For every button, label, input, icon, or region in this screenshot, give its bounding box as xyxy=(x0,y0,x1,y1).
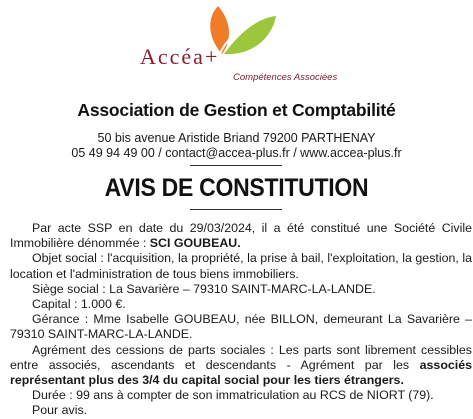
notice-body xyxy=(10,221,472,419)
paragraph-agrement: Agrément des cessions de parts sociales : Les parts sont librement cessibles entre associés, ascendants et descendants - Agrément par les associés représentant plus des 3/4 du capital social pour les tiers étrangers. xyxy=(10,342,472,388)
organization-address: 50 bis avenue Aristide Briand 79200 PARTHENAY xyxy=(97,131,376,145)
organization-contact: 05 49 94 49 00 / contact@accea-plus.fr / www.accea-plus.fr xyxy=(71,146,402,160)
paragraph-constitution: Par acte SSP en date du 29/03/2024, il a été constitué une Société Civile Immobilière dénommée : SCI GOUBEAU. xyxy=(10,221,472,251)
paragraph-duree: Durée : 99 ans à compter de son immatriculation au RCS de NIORT (79). xyxy=(32,388,434,403)
paragraph-objet: Objet social : l'acquisition, la propriété, la prise à bail, l'exploitation, la gestion, la location et l'administration de tous biens immobiliers. xyxy=(10,251,472,281)
paragraph-closing: Pour avis. xyxy=(32,403,88,418)
company-name: SCI GOUBEAU xyxy=(149,236,238,251)
divider-top xyxy=(190,165,282,166)
agrement-condition: associés représentant plus des 3/4 du capital social pour les tiers étrangers. xyxy=(10,357,472,388)
accea-logo xyxy=(0,0,473,92)
paragraph-gerance: Gérance : Mme Isabelle GOUBEAU, née BILLON, demeurant La Savarière – 79310 SAINT-MARC-LA-LANDE. xyxy=(10,312,472,342)
organization-name: Association de Gestion et Comptabilité xyxy=(77,100,396,120)
divider-bottom xyxy=(190,209,282,210)
paragraph-capital: Capital : 1.000 €. xyxy=(32,297,126,312)
paragraph-siege: Siège social : La Savarière – 79310 SAINT-MARC-LA-LANDE. xyxy=(32,281,376,296)
brand-name: Accéa+ xyxy=(140,44,220,69)
brand-tagline: Compétences Associées xyxy=(233,72,338,83)
notice-title: AVIS DE CONSTITUTION xyxy=(104,174,369,202)
